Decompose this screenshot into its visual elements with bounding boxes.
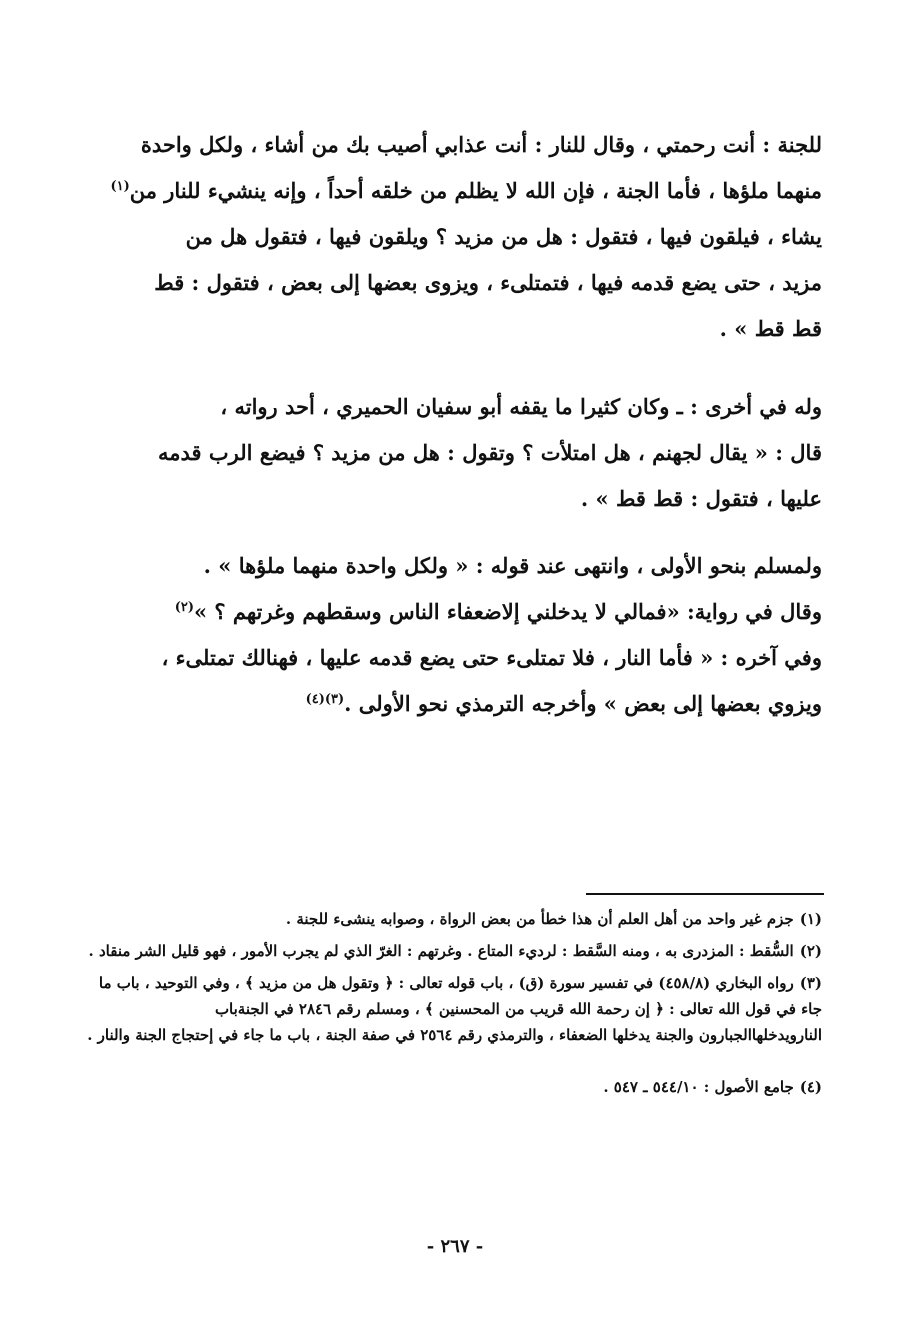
footnote-ref-2: (٢) <box>174 600 194 615</box>
footnote-text: جامع الأصول : ٥٤٤/١٠ ـ ٥٤٧ . <box>603 1078 794 1096</box>
footnote-separator <box>586 893 824 895</box>
footnote-ref-3: (٣) <box>324 692 345 707</box>
footnote-number: (٤) <box>799 1078 822 1096</box>
text-line: ولمسلم بنحو الأولى ، وانتهى عند قوله : « ولكل واحدة منهما ملؤها » . <box>203 553 822 578</box>
text-line: للجنة : أنت رحمتي ، وقال للنار : أنت عذابي أصيب بك من أشاء ، ولكل واحدة <box>140 132 822 157</box>
footnote-4 <box>87 1074 822 1100</box>
paragraph-3 <box>92 543 822 727</box>
footnote-text: رواه البخاري (٤٥٨/٨) في تفسير سورة (ق) ، باب قوله تعالى : ﴿ وتقول هل من مزيد ﴾ ، وفي التوحيد ، باب ما جاء في قول الله تعالى : ﴿ إن رحمة الله قريب من المحسنين ﴾ ، ومسلم رقم ٢٨٤٦ في الجنةباب النارويدخلهاالجبارون والجنة يدخلها الضعفاء ، والترمذي رقم ٢٥٦٤ في صفة الجنة ، باب ما جاء في إحتجاج الجنة والنار . <box>87 974 822 1044</box>
text-line-content: وقال في رواية: «فمالي لا يدخلني إلاضعفاء الناس وسقطهم وغرتهم ؟ » <box>194 599 822 624</box>
text-line <box>92 168 822 214</box>
text-line: مزيد ، حتى يضع قدمه فيها ، فتمتلىء ، ويزوى بعضها إلى بعض ، فتقول : قط <box>154 270 822 295</box>
text-line: وفي آخره : « فأما النار ، فلا تمتلىء حتى يضع قدمه عليها ، فهنالك تمتلىء ، <box>161 645 822 670</box>
footnote-text: السُّقط : المزدرى به ، ومنه السَّقط : لرديء المتاع . وغرتهم : الغرّ الذي لم يجرب الأمور ، فهو قليل الشر منقاد . <box>88 942 794 960</box>
footnote-number: (٢) <box>799 942 822 960</box>
paragraph-2 <box>92 384 822 522</box>
footnotes <box>87 906 822 1106</box>
text-line-content: ويزوي بعضها إلى بعض » وأخرجه الترمذي نحو الأولى . <box>344 691 822 716</box>
text-line: قال : « يقال لجهنم ، هل امتلأت ؟ وتقول : هل من مزيد ؟ فيضع الرب قدمه <box>157 440 822 465</box>
footnote-3 <box>87 970 822 1048</box>
footnote-number: (٣) <box>799 974 822 992</box>
text-line: وله في أخرى : ـ وكان كثيرا ما يقفه أبو سفيان الحميري ، أحد رواته ، <box>220 394 822 419</box>
footnote-number: (١) <box>799 910 822 928</box>
footnote-ref-4: (٤) <box>305 692 325 707</box>
footnote-1 <box>87 906 822 932</box>
paragraph-1 <box>92 122 822 352</box>
footnote-2 <box>87 938 822 964</box>
footnote-ref-1: (١) <box>110 179 130 194</box>
text-line: يشاء ، فيلقون فيها ، فتقول : هل من مزيد ؟ ويلقون فيها ، فتقول هل من <box>185 224 822 249</box>
page-number: - ٢٦٧ - <box>426 1236 484 1257</box>
text-line: عليها ، فتقول : قط قط » . <box>580 486 822 511</box>
text-line-content: منهما ملؤها ، فأما الجنة ، فإن الله لا يظلم من خلقه أحداً ، وإنه ينشيء للنار من <box>129 178 822 203</box>
text-line <box>92 681 822 727</box>
footnote-text: جزم غير واحد من أهل العلم أن هذا خطأ من بعض الرواة ، وصوابه ينشىء للجنة . <box>285 910 794 928</box>
text-line <box>92 589 822 635</box>
text-line: قط قط » . <box>719 316 822 341</box>
